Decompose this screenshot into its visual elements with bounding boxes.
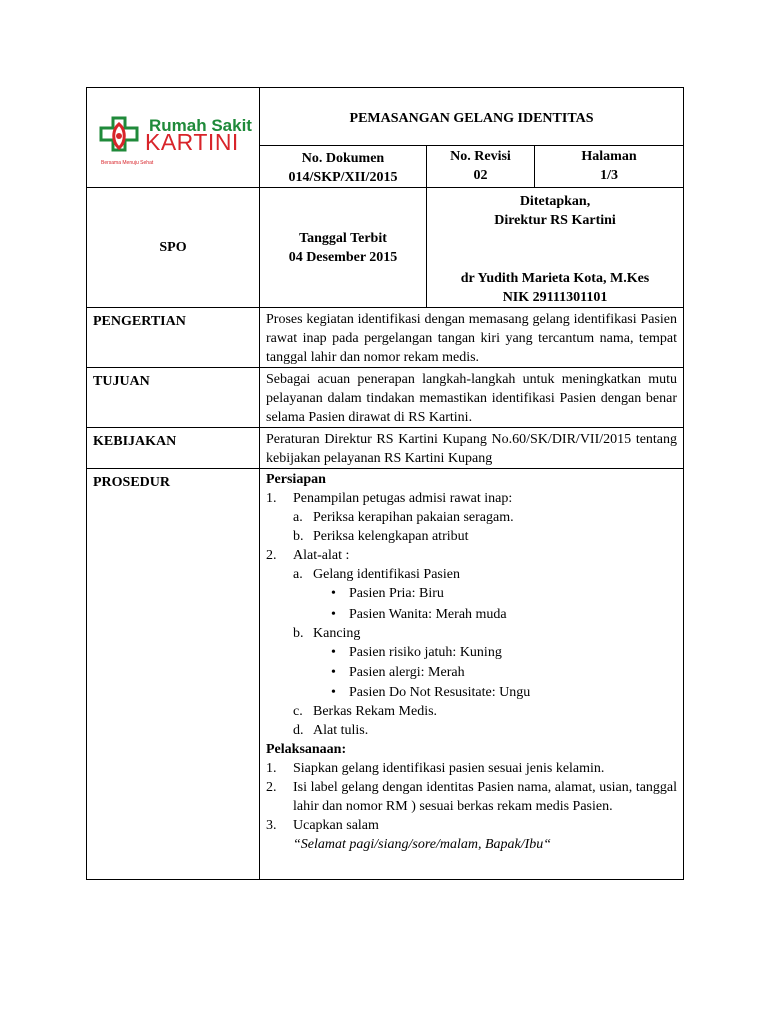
document-title: PEMASANGAN GELANG IDENTITAS [260, 88, 684, 146]
no-dokumen-label: No. Dokumen [301, 151, 385, 166]
signer-nik: NIK 29111301101 [502, 290, 608, 305]
logo-line2: KARTINI [145, 129, 239, 155]
halaman-value: 1/3 [600, 168, 618, 183]
signer-name: dr Yudith Marieta Kota, M.Kes [460, 271, 650, 286]
bullet-icon: • [331, 645, 336, 660]
list-item: a. Periksa kerapihan pakaian seragam. [293, 510, 514, 525]
list-item: 1. Penampilan petugas admisi rawat inap: [266, 491, 513, 506]
logo-cell [87, 88, 260, 188]
no-dokumen-cell [260, 146, 427, 188]
tujuan-label: TUJUAN [87, 368, 260, 428]
list-item: d. Alat tulis. [293, 723, 369, 738]
no-revisi-cell [427, 146, 535, 188]
pengertian-label: PENGERTIAN [87, 308, 260, 368]
bullet-item: • Pasien alergi: Merah [331, 665, 465, 680]
persiapan-heading: Persiapan [266, 472, 326, 487]
logo-tagline: Bersama Menuju Sehat [101, 160, 154, 166]
list-item: 2. Isi label gelang dengan identitas Pasien nama, alamat, usian, tanggal lahir dan nomor RM ) sesuai berkas rekam medis Pasien. [266, 780, 678, 814]
hospital-logo [99, 116, 259, 164]
prosedur-content [260, 469, 684, 880]
direktur-label: Direktur RS Kartini [494, 213, 616, 228]
spo-document [86, 87, 683, 880]
no-revisi-label: No. Revisi [450, 149, 511, 164]
halaman-label: Halaman [581, 149, 637, 164]
pengertian-text: Proses kegiatan identifikasi dengan memasang gelang identifikasi Pasien rawat inap pada pergelangan tangan kiri yang tercantum nama, tempat tanggal lahir dan nomor rekam medis. [260, 308, 684, 368]
ditetapkan-cell [427, 188, 684, 308]
kebijakan-label: KEBIJAKAN [87, 428, 260, 469]
list-item: 3. Ucapkan salam [266, 818, 379, 833]
ditetapkan-label: Ditetapkan, [519, 194, 591, 209]
bullet-item: • Pasien Wanita: Merah muda [331, 607, 507, 622]
logo-line1: Rumah Sakit [149, 116, 252, 135]
tujuan-text: Sebagai acuan penerapan langkah-langkah untuk meningkatkan mutu pelayanan dalam tindakan memastikan identifikasi Pasien dengan benar selama Pasien dirawat di RS Kartini. [260, 368, 684, 428]
bullet-icon: • [331, 607, 336, 622]
bullet-icon: • [331, 665, 336, 680]
no-revisi-value: 02 [473, 168, 488, 183]
bullet-icon: • [331, 685, 336, 700]
list-item: a. Gelang identifikasi Pasien [293, 567, 460, 582]
pelaksanaan-heading: Pelaksanaan: [266, 742, 347, 757]
bullet-icon: • [331, 586, 336, 601]
bullet-item: • Pasien Do Not Resusitate: Ungu [331, 685, 531, 700]
greeting-quote: “Selamat pagi/siang/sore/malam, Bapak/Ibu“ [293, 837, 552, 852]
spo-label: SPO [87, 188, 260, 308]
bullet-item: • Pasien Pria: Biru [331, 586, 444, 601]
tanggal-terbit-value: 04 Desember 2015 [288, 249, 398, 265]
halaman-cell [535, 146, 684, 188]
list-item: b. Kancing [293, 626, 361, 641]
list-item: c. Berkas Rekam Medis. [293, 704, 438, 719]
list-item: 2. Alat-alat : [266, 548, 350, 563]
kebijakan-text: Peraturan Direktur RS Kartini Kupang No.60/SK/DIR/VII/2015 tentang kebijakan pelayanan RS Kartini Kupang [260, 428, 684, 469]
list-item: 1. Siapkan gelang identifikasi pasien sesuai jenis kelamin. [266, 761, 605, 776]
prosedur-label: PROSEDUR [87, 469, 260, 880]
list-item: b. Periksa kelengkapan atribut [293, 529, 469, 544]
bullet-item: • Pasien risiko jatuh: Kuning [331, 645, 502, 660]
spo-table [86, 87, 684, 880]
tanggal-terbit-cell [260, 188, 427, 308]
tanggal-terbit-label: Tanggal Terbit [299, 230, 387, 246]
no-dokumen-value: 014/SKP/XII/2015 [288, 170, 398, 185]
